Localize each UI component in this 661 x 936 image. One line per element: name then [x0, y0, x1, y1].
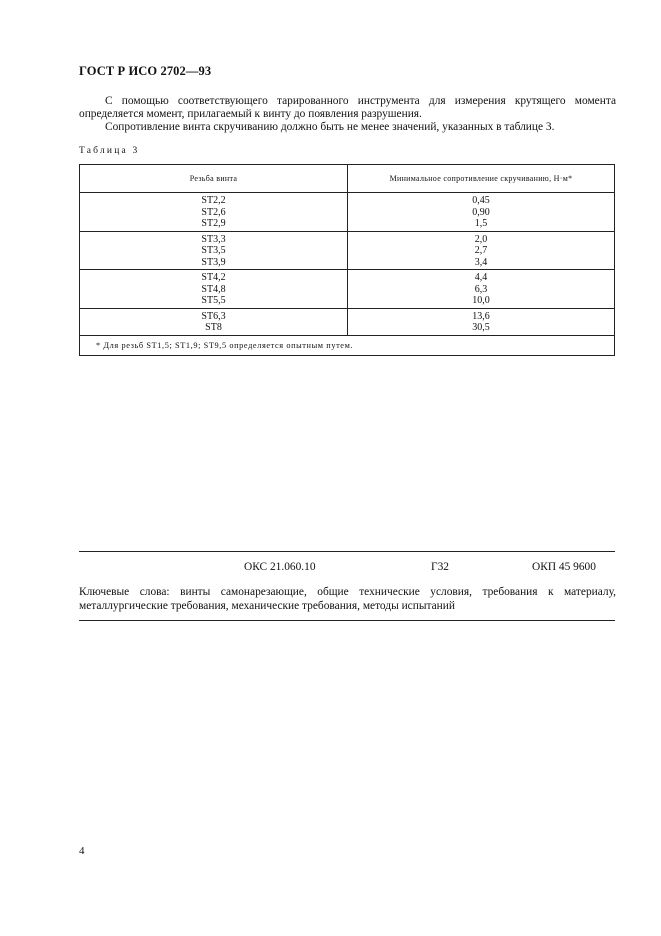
table-footnote-row	[80, 335, 615, 356]
thread-value: ST3,3	[201, 233, 226, 245]
torque-value: 10,0	[472, 295, 490, 306]
torque-value: 1,5	[474, 218, 488, 229]
thread-value: ST2,2	[201, 195, 226, 206]
thread-value: ST5,5	[201, 295, 226, 306]
table-footnote: * Для резьб ST1,5; ST1,9; ST9,5 определяется опытным путем.	[80, 335, 615, 356]
torque-value: 2,7	[474, 245, 488, 256]
table-header-row	[80, 165, 615, 193]
column-header-thread: Резьба винта	[80, 165, 348, 193]
thread-value: ST4,8	[201, 283, 226, 295]
column-header-torque: Минимальное сопротивление скручиванию, Н·м*	[348, 165, 615, 193]
torque-value: 4,4	[474, 272, 488, 283]
torque-cell	[348, 308, 615, 335]
thread-cell	[80, 308, 348, 335]
oks-code: ОКС 21.060.10	[244, 561, 316, 573]
paragraph: Сопротивление винта скручиванию должно быть не менее значений, указанных в таблице 3.	[105, 121, 555, 133]
paragraph: С помощью соответствующего тарированного инструмента для измерения крутящего момента определяется момент, прилагаемый к винту до появления разрушения.	[79, 95, 616, 120]
table-row	[80, 270, 615, 309]
divider	[79, 551, 615, 552]
thread-value: ST2,6	[201, 206, 226, 218]
torque-value: 2,0	[474, 233, 488, 245]
table-row	[80, 231, 615, 270]
torque-table	[79, 164, 615, 356]
thread-value: ST2,9	[201, 218, 226, 229]
divider	[79, 620, 615, 621]
torque-value: 30,5	[472, 322, 490, 333]
thread-cell	[80, 193, 348, 232]
okp-code: ОКП 45 9600	[532, 561, 596, 573]
thread-value: ST3,5	[201, 245, 226, 256]
thread-cell	[80, 231, 348, 270]
thread-value: ST8	[205, 322, 222, 333]
thread-cell	[80, 270, 348, 309]
table-row	[80, 308, 615, 335]
torque-value: 13,6	[472, 310, 490, 322]
group-code: Г32	[431, 561, 449, 573]
torque-cell	[348, 193, 615, 232]
thread-value: ST6,3	[201, 310, 226, 322]
thread-value: ST3,9	[201, 256, 226, 268]
page-header: ГОСТ Р ИСО 2702—93	[79, 64, 212, 78]
table-row	[80, 193, 615, 232]
body-text	[79, 95, 616, 134]
torque-value: 3,4	[474, 256, 488, 268]
thread-value: ST4,2	[201, 272, 226, 283]
torque-value: 0,45	[472, 195, 490, 206]
torque-cell	[348, 231, 615, 270]
table-caption: Таблица 3	[79, 146, 140, 156]
torque-value: 0,90	[472, 206, 490, 218]
page-number: 4	[79, 845, 85, 857]
keywords: Ключевые слова: винты самонарезающие, общие технические условия, требования к материалу, металлургические требования, механические требования, методы испытаний	[79, 586, 616, 612]
torque-cell	[348, 270, 615, 309]
torque-value: 6,3	[474, 283, 488, 295]
